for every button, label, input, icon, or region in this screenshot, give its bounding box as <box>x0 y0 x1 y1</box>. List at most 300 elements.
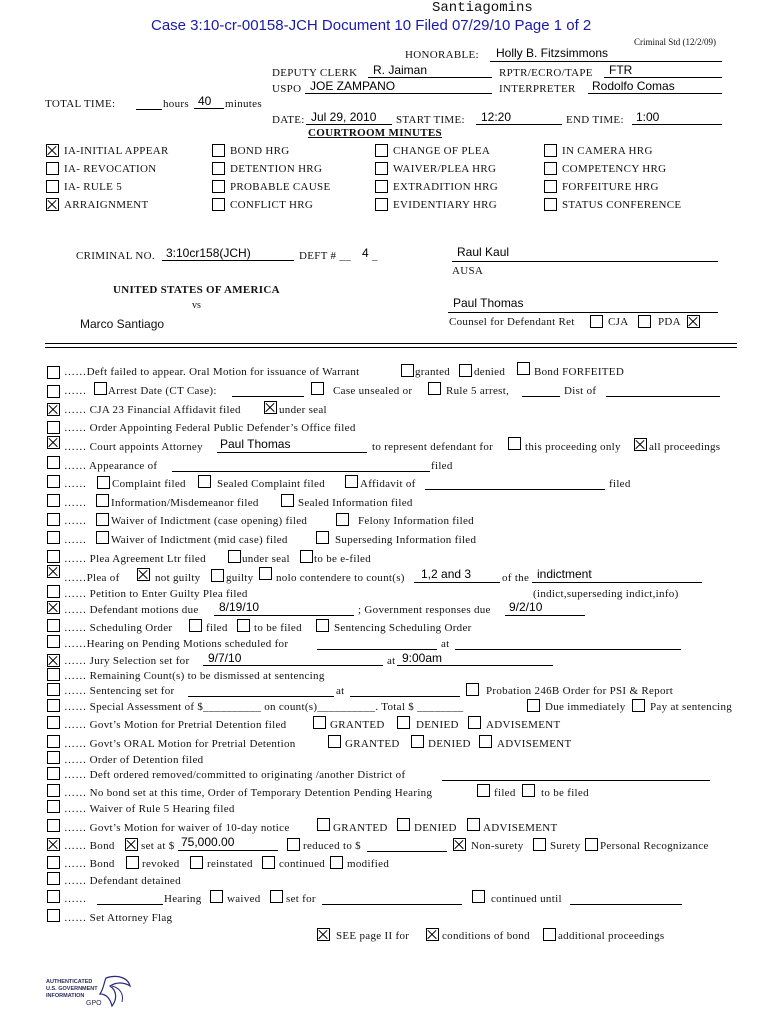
temp-detention-filed-label: filed <box>494 787 516 799</box>
waiver-mid-checkbox[interactable] <box>96 531 109 544</box>
uspo-value: JOE ZAMPANO <box>310 79 396 93</box>
sentencing-scheduling-label: Sentencing Scheduling Order <box>334 622 472 634</box>
entry-row-3-checkbox[interactable] <box>47 403 60 416</box>
detention-denied-label: DENIED <box>416 719 459 731</box>
entry-row-15-checkbox[interactable] <box>47 619 60 632</box>
cja-label: CJA <box>608 316 629 328</box>
probation-246b-label: Probation 246B Order for PSI & Report <box>486 685 674 697</box>
hearing-evidentiary-hrg-checkbox[interactable] <box>375 198 388 211</box>
entry-row-21-checkbox[interactable] <box>47 716 60 729</box>
sentencing-scheduling-checkbox[interactable] <box>316 619 329 632</box>
hearing-waiver-plea-hrg-label: WAIVER/PLEA HRG <box>393 163 497 175</box>
hearing-set-for-checkbox[interactable] <box>270 890 283 903</box>
removed-district-line <box>442 780 710 781</box>
non-surety-checkbox[interactable] <box>453 838 466 851</box>
warrant-denied-label: denied <box>474 366 506 378</box>
entry-row-27-checkbox[interactable] <box>47 819 60 832</box>
entry-row-12-checkbox[interactable] <box>47 565 60 578</box>
detention-advisement-checkbox[interactable] <box>468 716 481 729</box>
additional-proceedings-label: additional proceedings <box>558 930 665 942</box>
surety-checkbox[interactable] <box>533 838 546 851</box>
hearing-extradition-hrg-checkbox[interactable] <box>375 180 388 193</box>
hearing-conflict-hrg-checkbox[interactable] <box>212 198 225 211</box>
hearing-in-camera-hrg-label: IN CAMERA HRG <box>562 145 653 157</box>
surety-label: Surety <box>550 840 581 852</box>
bond-forfeited-label: Bond FORFEITED <box>534 366 625 378</box>
not-guilty-label: not guilty <box>155 572 201 584</box>
entry-waiver-rule5-text: …… Waiver of Rule 5 Hearing filed <box>64 803 235 815</box>
dist-of-label: Dist of <box>564 385 597 397</box>
pay-at-sentencing-label: Pay at sentencing <box>650 701 733 713</box>
motions-due-value: 8/19/10 <box>219 600 260 614</box>
plea-efiled-label: to be e-filed <box>314 553 372 565</box>
detention-denied-checkbox[interactable] <box>397 716 410 729</box>
rule5-line <box>522 396 560 397</box>
hearing-ia-initial-appear-checkbox[interactable] <box>46 144 59 157</box>
deft-label: DEFT # __ <box>299 250 352 262</box>
end-time-line <box>632 124 722 125</box>
bond-reduced-checkbox[interactable] <box>287 838 300 851</box>
ausa-line <box>452 261 718 262</box>
entry-detained-text: …… Defendant detained <box>64 875 181 887</box>
hearing-ia-initial-appear-label: IA-INITIAL APPEAR <box>64 145 169 157</box>
interpreter-value: Rodolfo Comas <box>592 79 675 93</box>
entry-pretrial-detention-text: …… Govt’s Motion for Pretrial Detention filed <box>64 719 287 731</box>
detention-granted-checkbox[interactable] <box>313 716 326 729</box>
criminal-no-line <box>162 260 294 261</box>
notice-granted-label: GRANTED <box>333 822 388 834</box>
end-time-label: END TIME: <box>566 114 624 126</box>
case-unsealed-label: Case unsealed or <box>333 385 413 397</box>
bond-reinstated-checkbox[interactable] <box>190 856 203 869</box>
scheduling-filed-checkbox[interactable] <box>189 619 202 632</box>
entry-row-7-checkbox[interactable] <box>47 475 60 488</box>
arrest-date-checkbox[interactable] <box>94 382 107 395</box>
entry-row-2-checkbox[interactable] <box>47 385 60 398</box>
entry-row-23-checkbox[interactable] <box>47 751 60 764</box>
counsel-name: Paul Thomas <box>453 296 524 310</box>
entry-row-10-checkbox[interactable] <box>47 531 60 544</box>
plea-efiled-checkbox[interactable] <box>300 550 313 563</box>
entry-petition-text: …… Petition to Enter Guilty Plea filed <box>64 588 248 600</box>
hearing-ia-rule-5-checkbox[interactable] <box>46 180 59 193</box>
felony-information-checkbox[interactable] <box>336 513 349 526</box>
pda-label: PDA <box>658 316 681 328</box>
minutes-line <box>194 108 224 109</box>
form-id: Criminal Std (12/2/09) <box>634 37 716 47</box>
entry-row-26-checkbox[interactable] <box>47 800 60 813</box>
hearing-waived-checkbox[interactable] <box>210 890 223 903</box>
probation-246b-checkbox[interactable] <box>466 683 479 696</box>
entry-appoints-text: …… Court appoints Attorney <box>64 441 203 453</box>
hearing-ia-rule-5-label: IA- RULE 5 <box>64 181 122 193</box>
date-value: Jul 29, 2010 <box>311 110 377 124</box>
defendant-surname: Santiagomins <box>432 0 533 16</box>
date-line <box>306 124 392 125</box>
entry-waiver-mid-dots: …… <box>64 534 87 546</box>
nolo-checkbox[interactable] <box>259 567 272 580</box>
hearing-set-for-label: set for <box>286 893 316 905</box>
personal-recognizance-label: Personal Recognizance <box>600 840 709 852</box>
hearing-continued-label: continued until <box>491 893 562 905</box>
deft-tail: _ <box>372 250 378 262</box>
guilty-label: guilty <box>226 572 254 584</box>
entry-row-8-checkbox[interactable] <box>47 494 60 507</box>
plea-document-line <box>532 582 702 583</box>
pending-motions-time-line <box>455 649 681 650</box>
plaintiff: UNITED STATES OF AMERICA <box>113 284 280 296</box>
entry-jury-selection-text: …… Jury Selection set for <box>64 655 190 667</box>
hearing-continued-line <box>570 904 682 905</box>
entry-attorney-flag-text: …… Set Attorney Flag <box>64 912 173 924</box>
entry-warrant-text: ……Deft failed to appear. Oral Motion for issuance of Warrant <box>64 366 360 378</box>
bond-reduced-label: reduced to $ <box>303 840 361 852</box>
affidavit-label: Affidavit of <box>360 478 416 490</box>
plea-of-the-label: of the <box>502 572 530 584</box>
uspo-label: USPO <box>272 83 302 95</box>
see-page-two-checkbox[interactable] <box>317 928 330 941</box>
sealed-information-checkbox[interactable] <box>281 494 294 507</box>
felony-information-label: Felony Information filed <box>358 515 474 527</box>
uspo-line <box>305 93 492 94</box>
hearing-evidentiary-hrg-label: EVIDENTIARY HRG <box>393 199 497 211</box>
entry-row-31-checkbox[interactable] <box>47 890 60 903</box>
seal-line-3: INFORMATION <box>46 993 85 999</box>
rule5-arrest-checkbox[interactable] <box>428 382 441 395</box>
entry-row-29-checkbox[interactable] <box>47 856 60 869</box>
entry-pending-motions-text: ……Hearing on Pending Motions scheduled for <box>64 638 289 650</box>
arrest-date-line <box>232 396 304 397</box>
rptr-label: RPTR/ECRO/TAPE <box>499 67 593 79</box>
hearing-status-conference-checkbox[interactable] <box>544 198 557 211</box>
appearance-filed-label: filed <box>431 460 453 472</box>
bond-continued-label: continued <box>279 858 326 870</box>
defendant-name: Marco Santiago <box>80 317 165 331</box>
minutes-label: minutes <box>225 98 262 110</box>
hearing-bond-hrg-label: BOND HRG <box>230 145 290 157</box>
hearing-continued-checkbox[interactable] <box>472 890 485 903</box>
jury-selection-date-value: 9/7/10 <box>208 651 242 665</box>
deft-value: 4 <box>362 246 369 260</box>
govt-responses-value: 9/2/10 <box>509 600 543 614</box>
gpo-authentication-seal <box>46 972 136 1012</box>
entry-bond-set-text: …… Bond <box>64 840 115 852</box>
hearing-status-conference-label: STATUS CONFERENCE <box>562 199 682 211</box>
start-time-label: START TIME: <box>396 114 465 126</box>
entry-row-14-checkbox[interactable] <box>47 601 60 614</box>
hearing-ia-revocation-label: IA- REVOCATION <box>64 163 157 175</box>
hearing-probable-cause-checkbox[interactable] <box>212 180 225 193</box>
pending-motions-at-label: at <box>441 638 450 650</box>
bond-set-label: set at $ <box>141 840 175 852</box>
entry-row-18-checkbox[interactable] <box>47 668 60 681</box>
seal-line-1: AUTHENTICATED <box>46 979 93 985</box>
divider-top <box>45 343 737 344</box>
hearing-in-camera-hrg-checkbox[interactable] <box>544 144 557 157</box>
entry-sentencing-text: …… Sentencing set for <box>64 685 175 697</box>
plea-document-value: indictment <box>537 567 592 581</box>
additional-proceedings-checkbox[interactable] <box>543 928 556 941</box>
start-time-line <box>476 124 562 125</box>
pending-motions-date-line <box>317 649 437 650</box>
entry-row-19-checkbox[interactable] <box>47 683 60 696</box>
pda-checkbox[interactable] <box>687 315 700 328</box>
hearing-arraignment-checkbox[interactable] <box>46 198 59 211</box>
end-time-value: 1:00 <box>636 110 660 124</box>
entry-row-32-checkbox[interactable] <box>47 909 60 922</box>
arrest-date-label: Arrest Date (CT Case): <box>108 385 217 397</box>
plea-under-seal-label: under seal <box>242 553 290 565</box>
scheduling-to-be-filed-checkbox[interactable] <box>237 619 250 632</box>
hearing-label: Hearing <box>164 893 202 905</box>
oral-denied-checkbox[interactable] <box>411 735 424 748</box>
entry-row-5-checkbox[interactable] <box>47 436 60 449</box>
cja-second-checkbox[interactable] <box>638 315 651 328</box>
hearing-extradition-hrg-label: EXTRADITION HRG <box>393 181 499 193</box>
interpreter-line <box>588 93 722 94</box>
bond-amount-value: 75,000.00 <box>181 835 235 849</box>
bond-revoked-checkbox[interactable] <box>126 856 139 869</box>
temp-detention-filed-checkbox[interactable] <box>477 784 490 797</box>
motions-due-line <box>214 615 354 616</box>
pay-at-sentencing-checkbox[interactable] <box>632 699 645 712</box>
bond-reduced-line <box>367 851 447 852</box>
bond-continued-checkbox[interactable] <box>262 856 275 869</box>
counsel-label: Counsel for Defendant Ret <box>449 316 575 328</box>
notice-advisement-checkbox[interactable] <box>467 818 480 831</box>
rptr-value: FTR <box>609 63 633 77</box>
waiver-opening-checkbox[interactable] <box>96 513 109 526</box>
due-immediately-label: Due immediately <box>545 701 626 713</box>
cja-checkbox[interactable] <box>590 315 603 328</box>
hearing-waived-label: waived <box>227 893 261 905</box>
rule5-arrest-label: Rule 5 arrest, <box>446 385 510 397</box>
temp-detention-to-be-filed-label: to be filed <box>541 787 589 799</box>
appoints-represent-label: to represent defendant for <box>372 441 494 453</box>
detention-granted-label: GRANTED <box>330 719 385 731</box>
case-unsealed-checkbox[interactable] <box>311 382 324 395</box>
conditions-of-bond-label: conditions of bond <box>442 930 530 942</box>
entry-bond-status-text: …… Bond <box>64 858 115 870</box>
ausa-name: Raul Kaul <box>457 245 510 259</box>
affidavit-checkbox[interactable] <box>345 475 358 488</box>
hearing-arraignment-label: ARRAIGNMENT <box>64 199 149 211</box>
bond-set-checkbox[interactable] <box>125 838 138 851</box>
waiver-mid-label: Waiver of Indictment (mid case) filed <box>111 534 288 546</box>
entry-row-16-checkbox[interactable] <box>47 635 60 648</box>
criminal-no-label: CRIMINAL NO. <box>76 250 155 262</box>
sealed-complaint-checkbox[interactable] <box>198 475 211 488</box>
entry-fpd-text: …… Order Appointing Federal Public Defender’s Office filed <box>64 422 356 434</box>
entry-order-detention-text: …… Order of Detention filed <box>64 754 204 766</box>
all-proceedings-checkbox[interactable] <box>634 438 647 451</box>
plea-counts-line <box>414 582 500 583</box>
deputy-line <box>368 77 492 78</box>
bond-reinstated-label: reinstated <box>207 858 253 870</box>
entry-appearance-text: …… Appearance of <box>64 460 158 472</box>
temp-detention-to-be-filed-checkbox[interactable] <box>522 784 535 797</box>
all-proceedings-label: all proceedings <box>649 441 721 453</box>
conditions-of-bond-checkbox[interactable] <box>426 928 439 941</box>
start-time-value: 12:20 <box>481 110 512 124</box>
entry-row-1-checkbox[interactable] <box>47 366 60 379</box>
oral-advisement-checkbox[interactable] <box>479 735 492 748</box>
entry-row-28-checkbox[interactable] <box>47 838 60 851</box>
bond-modified-checkbox[interactable] <box>330 856 343 869</box>
bond-revoked-label: revoked <box>142 858 180 870</box>
hearing-probable-cause-label: PROBABLE CAUSE <box>230 181 331 193</box>
affidavit-filed-label: filed <box>609 478 631 490</box>
entry-waiver-notice-text: …… Govt’s Motion for waiver of 10-day notice <box>64 822 290 834</box>
ausa-label: AUSA <box>452 265 484 277</box>
entry-removed-text: …… Deft ordered removed/committed to originating /another District of <box>64 769 406 781</box>
scheduling-to-be-filed-label: to be filed <box>254 622 302 634</box>
entry-scheduling-order-text: …… Scheduling Order <box>64 622 173 634</box>
hours-label: hours <box>163 98 189 110</box>
bond-forfeited-checkbox[interactable] <box>517 362 530 375</box>
interpreter-label: INTERPRETER <box>499 83 576 95</box>
entry-row-17-checkbox[interactable] <box>47 654 60 667</box>
entry-row-30-checkbox[interactable] <box>47 872 60 885</box>
deputy-value: R. Jaiman <box>373 63 428 77</box>
not-guilty-checkbox[interactable] <box>137 568 150 581</box>
hearing-type-line <box>97 904 163 905</box>
superseding-information-label: Superseding Information filed <box>335 534 477 546</box>
oral-denied-label: DENIED <box>428 738 471 750</box>
jury-selection-time-line <box>397 665 553 666</box>
entry-row-6-checkbox[interactable] <box>47 456 60 469</box>
bond-amount-line <box>178 850 278 851</box>
complaint-filed-checkbox[interactable] <box>97 476 110 489</box>
cja23-under-seal-label: under seal <box>279 404 327 416</box>
jury-selection-at-label: at <box>387 655 396 667</box>
oral-advisement-label: ADVISEMENT <box>497 738 572 750</box>
hearing-detention-hrg-label: DETENTION HRG <box>230 163 323 175</box>
hearing-competency-hrg-label: COMPETENCY HRG <box>562 163 667 175</box>
hearing-conflict-hrg-label: CONFLICT HRG <box>230 199 314 211</box>
entry-row-22-checkbox[interactable] <box>47 735 60 748</box>
entry-row-25-checkbox[interactable] <box>47 784 60 797</box>
counsel-line <box>448 312 718 313</box>
see-page-two-label: SEE page II for <box>336 930 410 942</box>
entry-row-24-checkbox[interactable] <box>47 767 60 780</box>
dist-of-line <box>606 396 720 397</box>
entry-row-11-checkbox[interactable] <box>47 550 60 563</box>
honorable-label: HONORABLE: <box>405 49 479 61</box>
entry-row-9-checkbox[interactable] <box>47 513 60 526</box>
hearing-forfeiture-hrg-label: FORFEITURE HRG <box>562 181 659 193</box>
entry-row-4-checkbox[interactable] <box>47 421 60 434</box>
personal-recognizance-checkbox[interactable] <box>585 838 598 851</box>
total-time-label: TOTAL TIME: <box>45 98 116 110</box>
govt-responses-line <box>505 615 585 616</box>
hearing-competency-hrg-checkbox[interactable] <box>544 162 557 175</box>
sentencing-date-line <box>188 696 334 697</box>
complaint-filed-label: Complaint filed <box>112 478 186 490</box>
sentencing-time-line <box>350 696 460 697</box>
divider-bottom <box>45 347 737 348</box>
honorable-value: Holly B. Fitzsimmons <box>496 46 609 60</box>
this-proceeding-label: this proceeding only <box>525 441 621 453</box>
plea-counts-value: 1,2 and 3 <box>421 567 472 581</box>
notice-denied-label: DENIED <box>414 822 457 834</box>
entry-no-bond-text: …… No bond set at this time, Order of Temporary Detention Pending Hearing <box>64 787 433 799</box>
superseding-information-checkbox[interactable] <box>316 531 329 544</box>
govt-responses-label: ; Government responses due <box>358 604 491 616</box>
notice-denied-checkbox[interactable] <box>397 818 410 831</box>
entry-plea-of-text: ……Plea of <box>64 572 120 584</box>
appearance-line <box>172 471 430 472</box>
hearing-set-for-line <box>322 904 462 905</box>
warrant-denied-checkbox[interactable] <box>459 364 472 377</box>
warrant-granted-label: granted <box>415 366 451 378</box>
hearing-ia-revocation-checkbox[interactable] <box>46 162 59 175</box>
hearing-change-of-plea-checkbox[interactable] <box>375 144 388 157</box>
entry-special-assessment-text: …… Special Assessment of $__________ on count(s)__________. Total $ ________ <box>64 701 464 713</box>
plea-under-seal-checkbox[interactable] <box>228 550 241 563</box>
sentencing-at-label: at <box>336 685 345 697</box>
criminal-no-value: 3:10cr158(JCH) <box>166 246 251 260</box>
detention-advisement-label: ADVISEMENT <box>486 719 561 731</box>
appointed-attorney-line <box>217 452 367 453</box>
courtroom-minutes-title: COURTROOM MINUTES <box>308 127 442 139</box>
entry-motions-due-text: …… Defendant motions due <box>64 604 199 616</box>
affidavit-line <box>425 489 605 490</box>
cja23-under-seal-checkbox[interactable] <box>264 401 277 414</box>
notice-granted-checkbox[interactable] <box>317 818 330 831</box>
deputy-label: DEPUTY CLERK <box>272 67 358 79</box>
entry-remaining-counts-text: …… Remaining Count(s) to be dismissed at sentencing <box>64 670 325 682</box>
bond-modified-label: modified <box>347 858 390 870</box>
indictment-types-label: (indict,superseding indict,info) <box>533 588 679 600</box>
scheduling-filed-label: filed <box>206 622 228 634</box>
case-header-line: Case 3:10-cr-00158-JCH Document 10 Filed 07/29/10 Page 1 of 2 <box>151 17 592 34</box>
date-label: DATE: <box>272 114 305 126</box>
honorable-line <box>490 61 722 62</box>
hearing-bond-hrg-checkbox[interactable] <box>212 144 225 157</box>
due-immediately-checkbox[interactable] <box>527 699 540 712</box>
hearing-forfeiture-hrg-checkbox[interactable] <box>544 180 557 193</box>
information-filed-checkbox[interactable] <box>96 494 109 507</box>
this-proceeding-checkbox[interactable] <box>508 437 521 450</box>
jury-selection-time-value: 9:00am <box>402 651 443 665</box>
entry-information-dots: …… <box>64 497 87 509</box>
vs-label: vs <box>192 300 201 311</box>
appointed-attorney-value: Paul Thomas <box>220 437 291 451</box>
entry-cja23-text: …… CJA 23 Financial Affidavit filed <box>64 404 241 416</box>
hearing-waiver-plea-hrg-checkbox[interactable] <box>375 162 388 175</box>
sealed-information-label: Sealed Information filed <box>298 497 413 509</box>
entry-waiver-open-dots: …… <box>64 515 87 527</box>
warrant-granted-checkbox[interactable] <box>401 364 414 377</box>
entry-row-20-checkbox[interactable] <box>47 699 60 712</box>
oral-granted-checkbox[interactable] <box>328 735 341 748</box>
guilty-checkbox[interactable] <box>211 569 224 582</box>
information-filed-label: Information/Misdemeanor filed <box>111 497 259 509</box>
entry-arrest-dots: …… <box>64 385 87 397</box>
minutes-value: 40 <box>198 94 212 108</box>
oral-granted-label: GRANTED <box>345 738 400 750</box>
hours-line <box>136 109 162 110</box>
nolo-label: nolo contendere to count(s) <box>276 572 405 584</box>
sealed-complaint-label: Sealed Complaint filed <box>217 478 326 490</box>
seal-line-2: U.S. GOVERNMENT <box>46 986 98 992</box>
entry-row-13-checkbox[interactable] <box>47 585 60 598</box>
notice-advisement-label: ADVISEMENT <box>483 822 558 834</box>
rptr-line <box>604 77 722 78</box>
hearing-detention-hrg-checkbox[interactable] <box>212 162 225 175</box>
waiver-opening-label: Waiver of Indictment (case opening) filed <box>111 515 308 527</box>
